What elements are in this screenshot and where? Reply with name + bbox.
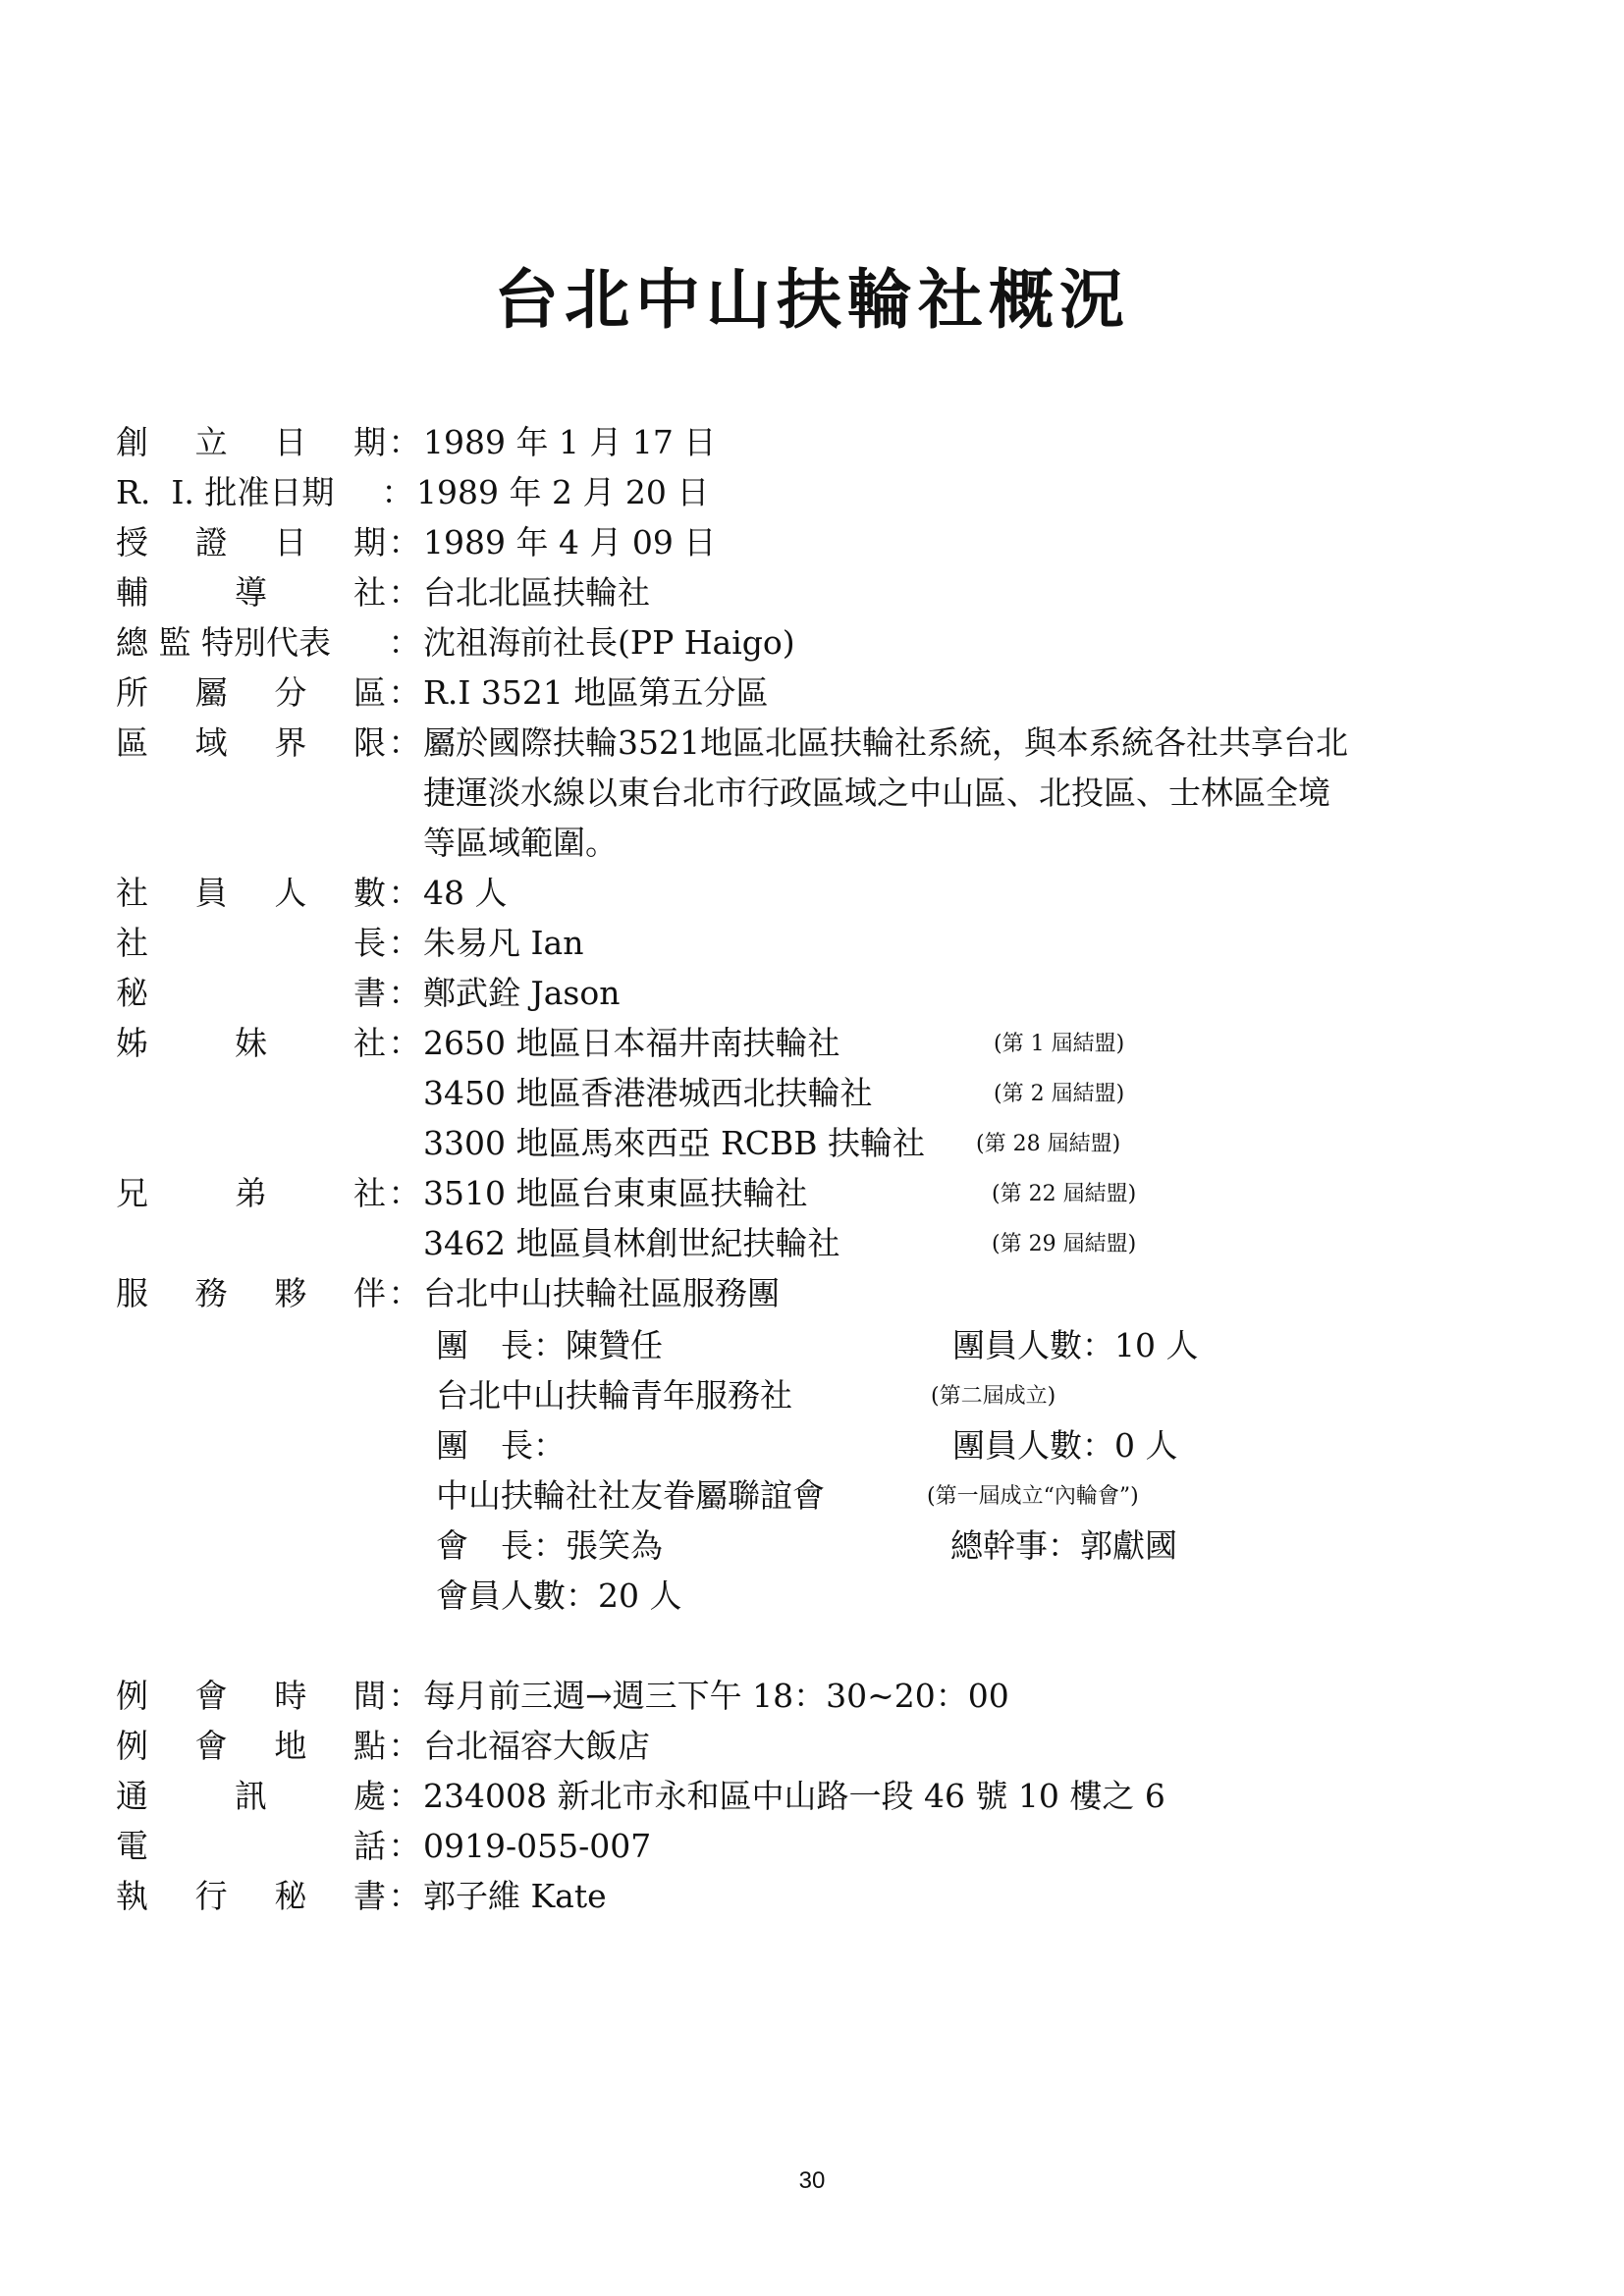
governor-rep-label: 總 監 特別代表	[116, 623, 331, 662]
founded-value: 1989 年 1 月 17 日	[423, 423, 717, 461]
territory-line-2: 捷運淡水線以東台北市行政區域之中山區、北投區、士林區全境	[423, 774, 1330, 812]
inner-wheel-leader: 會 長：張笑為	[436, 1526, 663, 1565]
charter-value: 1989 年 4 月 09 日	[423, 523, 717, 561]
rotaract-leader: 團 長：	[436, 1426, 566, 1465]
division-label: 所 屬 分 區	[116, 673, 386, 712]
founded-label: 創 立 日 期	[116, 423, 386, 461]
governor-rep-value: 沈祖海前社長(PP Haigo)	[423, 623, 795, 662]
club-profile: 創 立 日 期 ： 1989 年 1 月 17 日 R. I. 批准日期 ： 1989 年 2 月 20 日 授 證 日 期 ： 1989 年 4 月 09 日 輔 導 社 ： 台北北區扶輪社 總 監 特別代表 ： 沈祖海前社長(PP Haigo) 所 屬 分 區 ： R.I 3521 地區第五分區 區 域 界 限 ： 屬於國際扶輪3521地區北區扶輪社系統，與本系統各社共享台北 捷運淡水線以東台北市行政區域之中山區、北投區、士林區全境 等區域範圍。 社 員 人 數 ： 48 人 社 長 ： 朱易凡 Ian 秘 書 ： 鄭武銓 Jason 姊 妹 社 ： 2650 地區日本福井南扶輪社 (第 1 屆結盟) 3450 地區香港港城西北扶輪社 (第 2 屆結盟) 3300 地區馬來西亞 RCBB 扶輪社 (第 28 屆結盟) 兄 弟 社 ： 3510 地區台東東區扶輪社 (第 22 屆結盟) 3462 地區員林創世紀扶輪社 (第 29 屆結盟) 服 務 夥 伴 ： 台北中山扶輪社區服務團 團 長：陳贊任 團員人數：10 人 台北中山扶輪青年服務社 (第二屆成立) 團 長： 團員人數：0 人 中山扶輪社社友眷屬聯誼會 (第一屆成立“內輪會”) 會 長：張笑為 總幹事：郭獻國 會員人數：20 人 例 會 時 間 ： 每月前三週→週三下午 18：30~20：00 例 會 地 點 ： 台北福容大飯店 通 訊 處 ： 234008 新北市永和區中山路一段 46 號 10 樓之 6 電 話 ： 0919-055-007 執 行 秘 書 ： 郭子維 Kate	[0, 0, 1624, 2296]
exec-secretary-value: 郭子維 Kate	[423, 1877, 607, 1915]
meeting-time-label: 例 會 時 間	[116, 1677, 386, 1715]
brother-club-2: 3462 地區員林創世紀扶輪社	[423, 1224, 840, 1262]
page-title: 台北中山扶輪社概況	[494, 262, 1130, 338]
sister-club-1-note: (第 1 屆結盟)	[994, 1032, 1125, 1056]
territory-line-3: 等區域範圍。	[423, 824, 618, 862]
ri-approval-label: R. I. 批准日期	[116, 473, 335, 511]
phone-label: 電 話	[116, 1827, 386, 1865]
ri-approval-value: 1989 年 2 月 20 日	[416, 473, 710, 511]
sponsor-label: 輔 導 社	[116, 573, 386, 612]
rotaract-member-count: 團員人數：0 人	[952, 1426, 1178, 1465]
exec-secretary-label: 執 行 秘 書	[116, 1877, 386, 1915]
brother-club-1-note: (第 22 屆結盟)	[992, 1182, 1137, 1206]
inner-wheel-name: 中山扶輪社社友眷屬聯誼會	[436, 1476, 825, 1515]
address-label: 通 訊 處	[116, 1777, 386, 1815]
division-value: R.I 3521 地區第五分區	[423, 673, 769, 712]
rcc-member-count: 團員人數：10 人	[952, 1326, 1199, 1364]
rcc-leader: 團 長：陳贊任	[436, 1326, 663, 1364]
president-value: 朱易凡 Ian	[423, 924, 584, 962]
president-label: 社 長	[116, 924, 386, 962]
rotaract-name: 台北中山扶輪青年服務社	[436, 1376, 792, 1415]
sister-club-2: 3450 地區香港港城西北扶輪社	[423, 1074, 873, 1112]
page-number: 30	[798, 2167, 826, 2194]
brother-clubs-label: 兄 弟 社	[116, 1174, 386, 1212]
meeting-place-value: 台北福容大飯店	[423, 1727, 650, 1765]
partners-label: 服 務 夥 伴	[116, 1274, 386, 1312]
inner-wheel-member-count: 會員人數：20 人	[436, 1576, 682, 1615]
meeting-place-label: 例 會 地 點	[116, 1727, 386, 1765]
brother-club-2-note: (第 29 屆結盟)	[992, 1232, 1137, 1256]
sister-club-3-note: (第 28 屆結盟)	[976, 1132, 1121, 1156]
phone-value: 0919-055-007	[423, 1827, 652, 1865]
secretary-value: 鄭武銓 Jason	[423, 974, 621, 1012]
members-label: 社 員 人 數	[116, 874, 386, 912]
charter-label: 授 證 日 期	[116, 523, 386, 561]
partners-value: 台北中山扶輪社區服務團	[423, 1274, 780, 1312]
sister-clubs-label: 姊 妹 社	[116, 1024, 386, 1062]
inner-wheel-secretary: 總幹事：郭獻國	[950, 1526, 1177, 1565]
sister-club-2-note: (第 2 屆結盟)	[994, 1082, 1125, 1106]
rotaract-note: (第二屆成立)	[931, 1384, 1056, 1409]
members-value: 48 人	[423, 874, 508, 912]
sponsor-value: 台北北區扶輪社	[423, 573, 650, 612]
meeting-time-value: 每月前三週→週三下午 18：30~20：00	[423, 1677, 1009, 1715]
secretary-label: 秘 書	[116, 974, 386, 1012]
inner-wheel-note: (第一屆成立“內輪會”)	[927, 1484, 1139, 1509]
sister-club-3: 3300 地區馬來西亞 RCBB 扶輪社	[423, 1124, 926, 1162]
brother-club-1: 3510 地區台東東區扶輪社	[423, 1174, 808, 1212]
sister-club-1: 2650 地區日本福井南扶輪社	[423, 1024, 840, 1062]
territory-label: 區 域 界 限	[116, 723, 386, 762]
territory-line-1: 屬於國際扶輪3521地區北區扶輪社系統，與本系統各社共享台北	[423, 723, 1348, 762]
address-value: 234008 新北市永和區中山路一段 46 號 10 樓之 6	[423, 1777, 1165, 1815]
